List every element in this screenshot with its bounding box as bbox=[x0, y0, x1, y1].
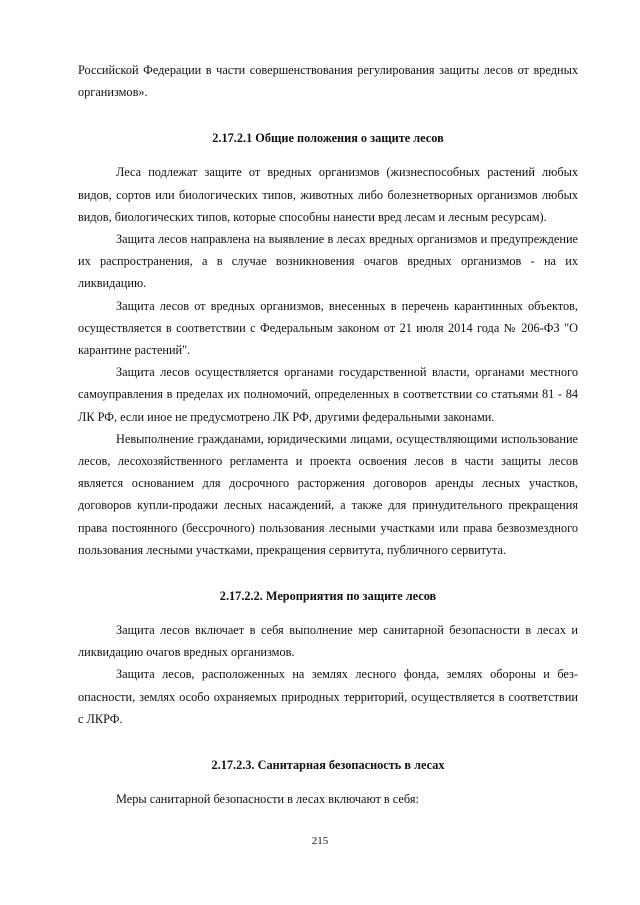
paragraph: Защита лесов направлена на выявление в лесах вредных организмов и предупреждение их распространения, а в случае возникновения очагов вредных организмов - на их ликвидацию. bbox=[78, 232, 578, 291]
section-heading-protection-measures: 2.17.2.2. Мероприятия по защите лесов bbox=[219, 589, 437, 604]
paragraph: Защита лесов, расположенных на землях лесного фонда, землях обороны и безопасности, землях особо охраняемых природных территорий, осуществляется в соответствии с ЛКРФ. bbox=[78, 667, 578, 726]
document-page bbox=[78, 59, 578, 810]
paragraph: Защита лесов осуществляется органами государственной власти, органами местного самоуправления в пределах их полномочий, определенных в соответствии со статьями 81 - 84 ЛК РФ, если иное не предусмотрено ЛК РФ, другими федеральными законами. bbox=[78, 365, 578, 424]
intro-paragraph: Российской Федерации в части совершенствования регулирования защиты лесов от вредных организмов». bbox=[78, 63, 578, 100]
paragraph: Защита лесов от вредных организмов, внесенных в перечень карантинных объектов, осуществляется в соответствии с Федеральным законом от 21 июля 2014 года № 206-ФЗ "О карантине растений". bbox=[78, 298, 578, 358]
paragraph: Защита лесов включает в себя выполнение мер санитарной безопасности в лесах и ликвидацию очагов вредных организмов. bbox=[78, 623, 578, 660]
section-heading-general-provisions: 2.17.2.1 Общие положения о защите лесов bbox=[212, 131, 444, 146]
page-number: 215 bbox=[311, 835, 329, 847]
paragraph: Невыполнение гражданами, юридическими лицами, осуществляющими использование лесов, лесохозяйственного регламента и проекта освоения лесов в части защиты лесов является основанием для досрочного расторжения договоров аренды лесных участков, договоров купли-продажи лесных насаждений, а также для принудительного прекращения права постоянного (бессрочного) пользования лесными участками или права безвозмездного пользования лесными участками, прекращения сервитута, публичного сервитута. bbox=[78, 431, 578, 557]
paragraph: Леса подлежат защите от вредных организмов (жизнеспособных растений любых видов, сортов или биологических типов, животных либо болезнетворных организмов любых видов, биологических типов, которые способны нанести вред лесам и лесным ресурсам). bbox=[78, 165, 578, 224]
section-heading-sanitary-safety: 2.17.2.3. Санитарная безопасность в лесах bbox=[211, 758, 445, 773]
paragraph: Меры санитарной безопасности в лесах включают в себя: bbox=[116, 792, 419, 807]
